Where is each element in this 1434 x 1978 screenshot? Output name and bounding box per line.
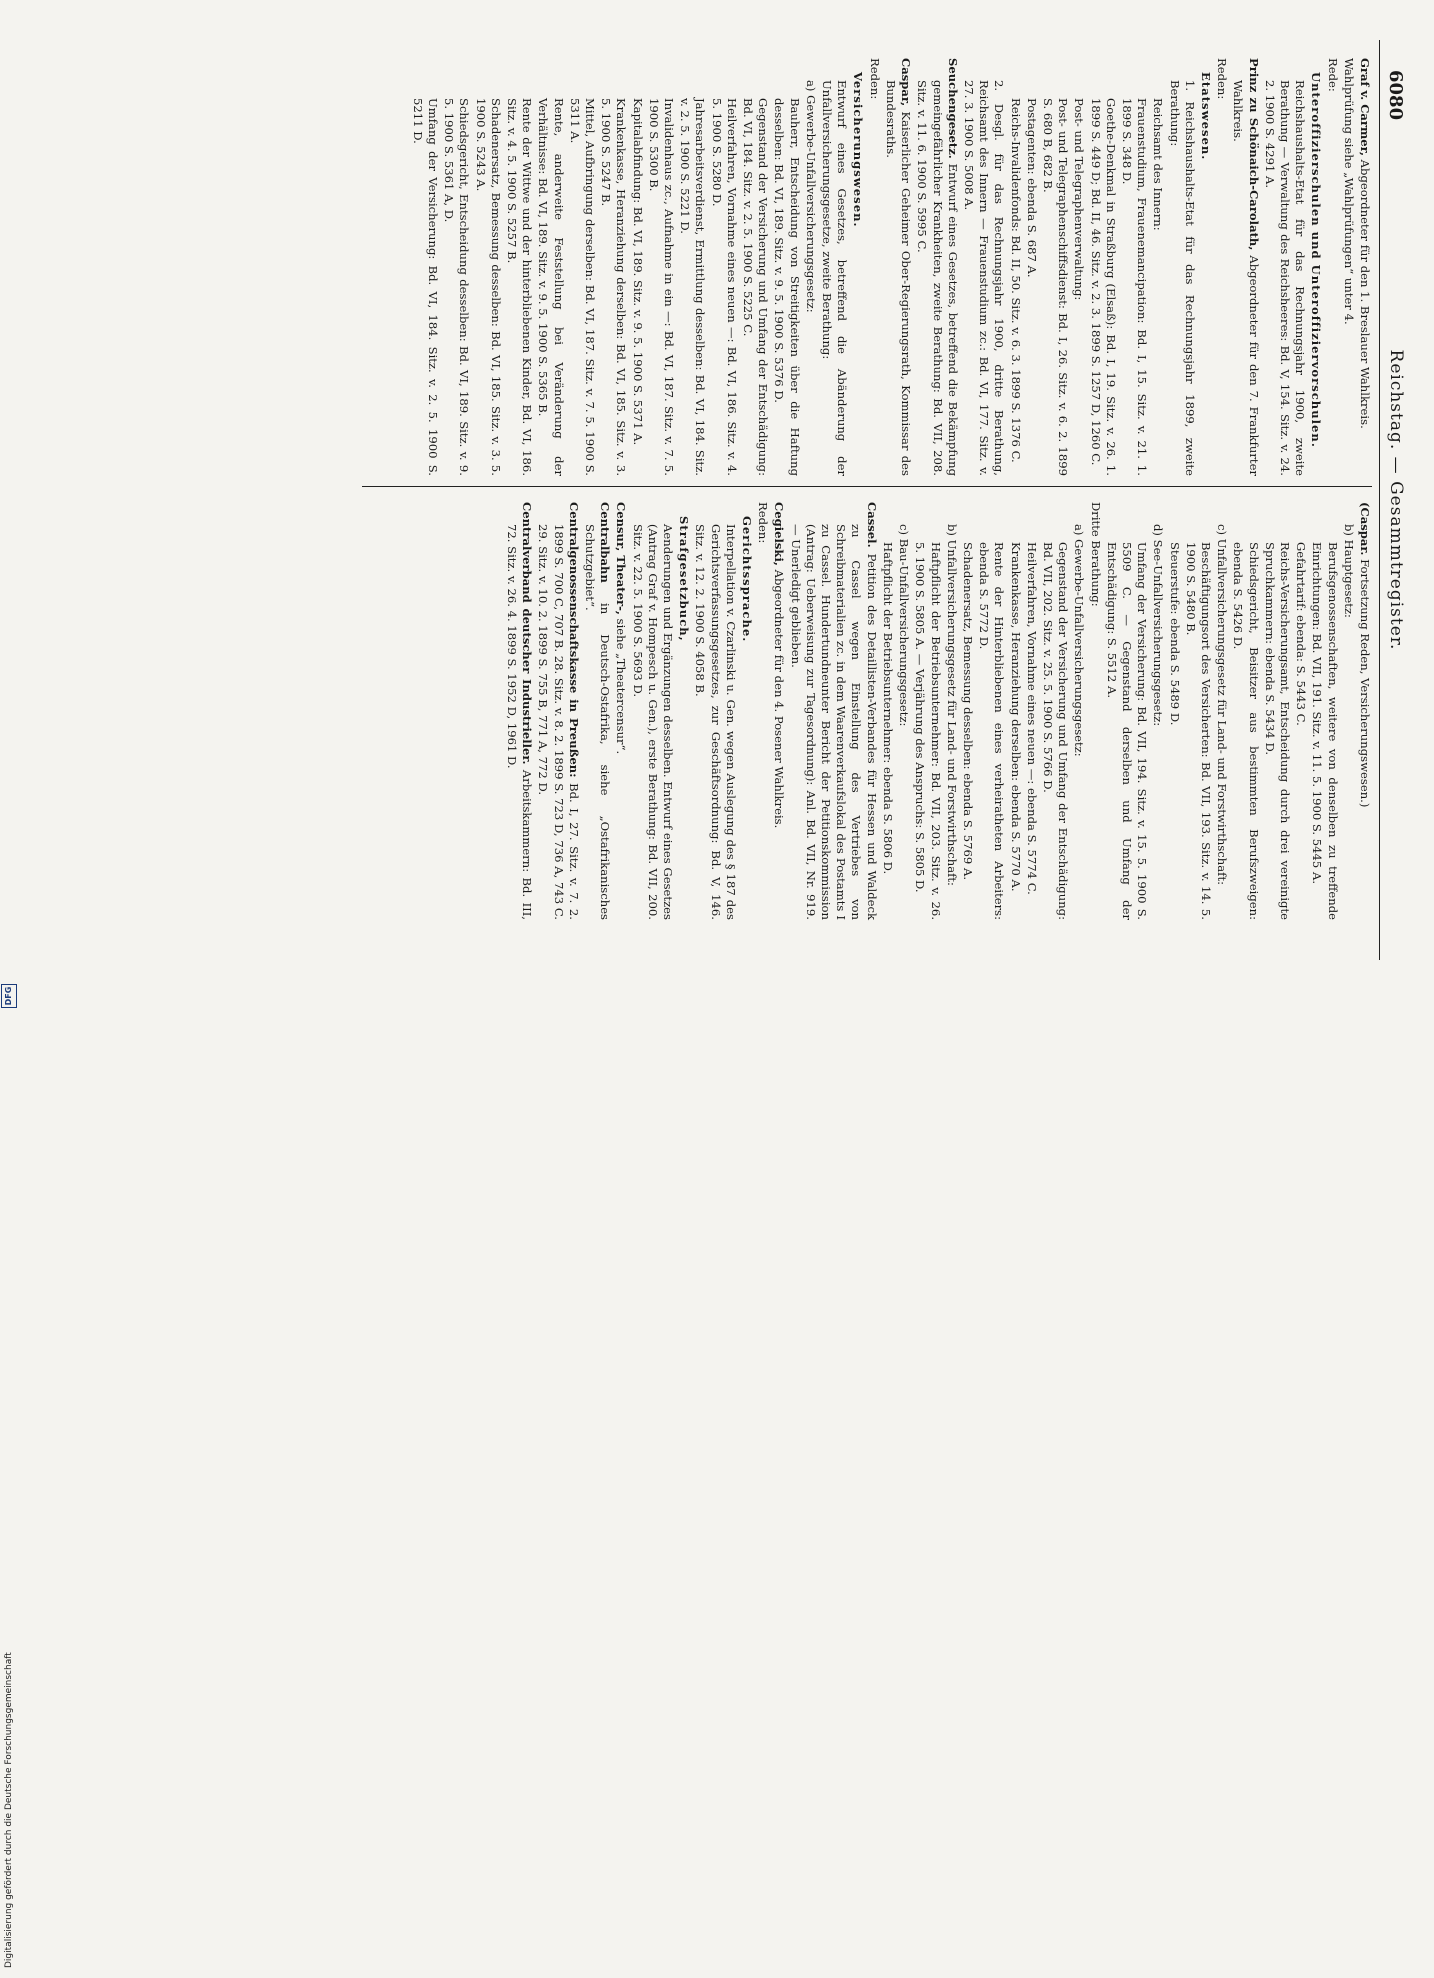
right-column bbox=[503, 502, 1372, 920]
index-line: a) Gewerbe-Unfallversicherungsgesetz: bbox=[1072, 524, 1087, 757]
entry-text: Abgeordneter für den 7. Frankfurter Wahlkreis. bbox=[1231, 80, 1261, 476]
index-line: b) Unfallversicherungsgesetz für Land- und Forstwirthschaft: bbox=[944, 524, 959, 886]
entry-heading: Cegielski, bbox=[772, 502, 787, 566]
index-line: Schiedsgericht, Beisitzer aus bestimmten Berufszweigen: ebenda S. 5426 D. bbox=[1231, 542, 1261, 920]
index-entry bbox=[883, 58, 913, 476]
index-entry bbox=[771, 502, 786, 920]
entry-heading: (Caspar. bbox=[1358, 502, 1372, 556]
index-line: b) Hauptgesetz: bbox=[1341, 524, 1356, 618]
index-line: Rente der Wittwe und der hinterbliebenen Kinder, Bd. VI, 186. Sitz. v. 4. 5. 1900 S. 5257 B. bbox=[505, 98, 535, 476]
entry-heading: Graf v. Carmer, bbox=[1358, 58, 1372, 156]
subject-heading: Versicherungswesen. bbox=[851, 72, 866, 228]
index-entry bbox=[787, 502, 878, 920]
digitization-footer bbox=[0, 978, 20, 1978]
running-title: Reichstag. — Gesammtregister. bbox=[1386, 349, 1406, 651]
entry-text: in Deutsch-Ostafrika, siehe „Ostafrikanisches Schutzgebiet“. bbox=[583, 524, 613, 920]
index-line: Reden: bbox=[867, 58, 882, 100]
index-line: Rente, anderweite Feststellung bei Veränderung der Verhältnisse: Bd. VI, 189. Sitz. v. 9. 5. 1900 S. 5365 B. bbox=[536, 98, 566, 476]
index-line: Jahresarbeitsverdienst, Ermittlung desselben: Bd. VI, 184. Sitz. v. 2. 5. 1900 S. 5221 D. bbox=[678, 98, 708, 476]
entry-text: Kaiserlicher Geheimer Ober-Regierungsrath, Kommissar des Bundesraths. bbox=[883, 80, 914, 476]
index-entry bbox=[1357, 58, 1372, 476]
index-line: Heilverfahren, Vornahme eines neuen —: ebenda S. 5774 C. bbox=[1024, 542, 1039, 895]
index-entry bbox=[504, 502, 534, 920]
index-line: Wahlprüfung siehe „Wahlprüfungen“ unter 4. bbox=[1341, 58, 1356, 325]
index-line: Goethe-Denkmal in Straßburg (Elsaß): Bd. I, 19. Sitz. v. 26. 1. 1899 S. 449 D; Bd. II, 46. Sitz. v. 2. 3. 1899 S. 1257 D, 1260 C. bbox=[1088, 98, 1118, 476]
index-line: Reichs-Versicherungsamt, Entscheidung durch drei vereinigte Spruchkammern: ebenda S. 5434 D. bbox=[1262, 542, 1292, 920]
index-line: Bauherr, Entscheidung von Streitigkeiten über die Haftung desselben: Bd. VI, 189. Sitz. v. 9. 5. 1900 S. 5376 D. bbox=[772, 98, 802, 476]
subject-heading: Strafgesetzbuch, bbox=[677, 516, 692, 642]
page-number: 6080 bbox=[1385, 70, 1406, 121]
index-line: Gegenstand der Versicherung und Umfang der Entschädigung: Bd. VII, 202. Sitz. v. 25. 5. 1900 S. 5766 D. bbox=[1040, 542, 1071, 920]
subject-heading: Etatswesen. bbox=[1198, 72, 1213, 161]
left-column bbox=[409, 58, 1372, 476]
index-line: Schiedsgericht, Entscheidung desselben: Bd. VI, 189. Sitz. v. 9. 5. 1900 S. 5361 A, D. bbox=[442, 98, 472, 476]
index-line: Reden: bbox=[756, 502, 771, 544]
index-entry bbox=[914, 58, 960, 476]
entry-text: Arbeitskammern: Bd. III, 72. Sitz. v. 26. 4. 1899 S. 1952 D, 1961 D. bbox=[505, 524, 535, 920]
index-line: Umfang der Versicherung: Bd. VII, 194. Sitz. v. 15. 5. 1900 S. 5509 C. — Gegenstand derselben und Umfang der Entschädigung: S. 5512 A. bbox=[1104, 542, 1150, 920]
index-line: Rede: bbox=[1325, 58, 1340, 92]
index-line: Dritte Berathung: bbox=[1088, 502, 1103, 607]
index-line: d) See-Unfallversicherungsgesetz: bbox=[1151, 524, 1166, 727]
index-line: 1. Reichshaushalts-Etat für das Rechnungsjahr 1899, zweite Berathung: bbox=[1167, 80, 1197, 476]
entry-heading: Cassel. bbox=[864, 502, 879, 548]
index-line: c) Bau-Unfallversicherungsgesetz: bbox=[897, 524, 912, 727]
entry-text: Entwurf eines Gesetzes, betreffend die Bekämpfung gemeingefährlicher Krankheiten, zweite Berathung: Bd. VII, 208. Sitz. v. 11. 6. 1900 S. 5995 C. bbox=[915, 80, 960, 476]
index-line: Reichshaushalts-Etat für das Rechnungsjahr 1900, zweite Berathung — Verwaltung des Reichsheeres: Bd. V, 154. Sitz. v. 24. 2. 1900 S. 4291 A. bbox=[1262, 80, 1308, 476]
index-line: Schadenersatz, Bemessung desselben: ebenda S. 5769 A. bbox=[960, 542, 975, 881]
index-line: Schadenersatz, Bemessung desselben: Bd. VI, 185. Sitz. v. 3. 5. 1900 S. 5243 A. bbox=[473, 98, 503, 476]
column-divider bbox=[362, 486, 1372, 487]
entry-heading: Centralverband deutscher Industrieller. bbox=[520, 502, 535, 765]
index-line: 2. Desgl. für das Rechnungsjahr 1900, dritte Berathung, Reichsamt des Innern — Frauenstudium zc.: Bd. VI, 177. Sitz. v. 27. 3. 1900 S. 5008 A. bbox=[961, 80, 1007, 476]
index-entry bbox=[1230, 58, 1260, 476]
index-entry bbox=[535, 502, 581, 920]
index-line: Rente der Hinterbliebenen eines verheiratheten Arbeiters: ebenda S. 5772 D. bbox=[977, 542, 1007, 920]
index-line: Umfang der Versicherung: Bd. VI, 184. Sitz. v. 2. 5. 1900 S. 5211 D. bbox=[410, 98, 441, 476]
subject-heading: Gerichtssprache. bbox=[740, 516, 755, 643]
entry-text: Petition des Detaillisten-Verbandes für Hessen und Waldeck zu Cassel wegen Einstellung des Vertriebes von Schreibmaterialien zc. in dem Waarenverkaufslokal des Postamts I zu Cassel. Hundertundneunter Bericht der Petitionskommission (Antrag: Ueberweisung zur Tagesordnung): Anl. Bd. VII, Nr. 919. — Unerledigt geblieben. bbox=[788, 524, 879, 920]
header-rule bbox=[1379, 40, 1380, 960]
entry-heading: Seuchengesetz. bbox=[945, 58, 960, 159]
index-line: Heilverfahren, Vornahme eines neuen —: Bd. VI, 186. Sitz. v. 4. 5. 1900 S. 5280 D. bbox=[709, 98, 739, 476]
index-line: Invalidenhaus zc., Aufnahme in ein —: Bd. VI, 187. Sitz. v. 7. 5. 1900 S. 5300 B. bbox=[646, 98, 677, 476]
index-entry bbox=[1357, 502, 1372, 920]
page-header bbox=[1384, 30, 1406, 970]
entry-text: Bd. I, 27. Sitz. v. 7. 2. 1899 S. 700 C, 707 B. 28. Sitz. v. 8. 2. 1899 S. 723 D, 736 A, 743 C. 29. Sitz. v. 10. 2. 1899 S. 755 B, 771 A, 772 D. bbox=[536, 524, 581, 920]
index-line: Steuerstufe: ebenda S. 5489 D. bbox=[1167, 542, 1182, 726]
index-line: Krankenkasse, Heranziehung derselben: Bd. VI, 185. Sitz. v. 3. 5. 1900 S. 5247 B. bbox=[599, 98, 629, 476]
entry-heading: Centralbahn bbox=[598, 502, 613, 583]
entry-heading: Censur, Theater-, bbox=[614, 502, 629, 615]
index-line: Interpellation v. Czarlinski u. Gen. wegen Auslegung des § 187 des Gerichtsverfassungsgesetzes, zur Geschäftsordnung: Bd. V, 146. Sitz. v. 12. 2. 1900 S. 4058 B. bbox=[693, 524, 738, 920]
index-line: Haftpflicht der Betriebsunternehmer: ebenda S. 5806 D. bbox=[880, 542, 895, 875]
entry-text: siehe „Theatercensur“. bbox=[614, 614, 629, 755]
dfg-logo-icon: DFG bbox=[1, 984, 17, 1008]
index-line: Post- und Telegraphenschiffsdienst: Bd. I, 26. Sitz. v. 6. 2. 1899 S. 680 B, 682 B. bbox=[1040, 98, 1071, 476]
index-line: c) Unfallversicherungsgesetz für Land- und Forstwirthschaft: bbox=[1215, 524, 1230, 886]
index-line: Frauenstudium, Frauenemancipation: Bd. I, 15. Sitz. v. 21. 1. 1899 S. 348 D. bbox=[1119, 98, 1150, 476]
index-line: Reichs-Invalidenfonds: Bd. II, 50. Sitz. v. 6. 3. 1899 S. 1376 C. bbox=[1008, 98, 1023, 463]
index-line: Reichsamt des Innern: bbox=[1151, 98, 1166, 231]
index-line: Aenderungen und Ergänzungen desselben. Entwurf eines Gesetzes (Antrag Graf v. Hompesch u. Gen.), erste Berathung: Bd. VII, 200. Sitz. v. 22. 5. 1900 S. 5693 D. bbox=[630, 524, 676, 920]
subject-heading: Unteroffizierschulen und Unteroffiziervorschulen. bbox=[1309, 72, 1324, 448]
index-line: Beschäftigungsort des Versicherten: Bd. VII, 193. Sitz. v. 14. 5. 1900 S. 5480 B. bbox=[1183, 542, 1213, 920]
index-entry bbox=[582, 502, 612, 920]
entry-heading: Prinz zu Schönaich-Carolath, bbox=[1246, 58, 1261, 251]
index-line: Reden: bbox=[1215, 58, 1230, 100]
entry-heading: Centralgenossenschaftskasse in Preußen: bbox=[566, 502, 581, 778]
index-line: Postagenten: ebenda S. 687 A. bbox=[1024, 98, 1039, 278]
index-line: Mittel, Aufbringung derselben: Bd. VI, 187. Sitz. v. 7. 5. 1900 S. 5311 A. bbox=[567, 98, 598, 476]
index-line: Haftpflicht der Betriebsunternehmer: Bd. VII, 203. Sitz. v. 26. 5. 1900 S. 5805 A. — Verjährung des Anspruchs: S. 5805 D. bbox=[913, 542, 943, 920]
footer-credit: Digitalisierung gefördert durch die Deutsche Forschungsgemeinschaft bbox=[4, 1652, 14, 1968]
index-line: Gegenstand der Versicherung und Umfang der Entschädigung: Bd. VI, 184. Sitz. v. 2. 5. 1900 S. 5225 C. bbox=[741, 98, 771, 476]
index-line: Kapitalabfindung: Bd. VI, 189. Sitz. v. 9. 5. 1900 S. 5371 A. bbox=[630, 98, 645, 446]
index-line: Gefahrtarif: ebenda: S. 5443 C. bbox=[1294, 542, 1309, 726]
entry-heading: Caspar, bbox=[899, 58, 914, 107]
entry-text: Abgeordneter für den 4. Posener Wahlkreis. bbox=[772, 565, 787, 829]
index-entry bbox=[613, 502, 628, 920]
index-line: Krankenkasse, Heranziehung derselben: ebenda S. 5770 A. bbox=[1008, 542, 1023, 892]
entry-text: Abgeordneter für den 1. Breslauer Wahlkreis. bbox=[1358, 155, 1372, 429]
index-line: Berufsgenossenschaften, weitere von denselben zu treffende Einrichtungen: Bd. VII, 191. Sitz. v. 11. 5. 1900 S. 5445 A. bbox=[1310, 542, 1340, 920]
index-line: a) Gewerbe-Unfallversicherungsgesetz: bbox=[803, 80, 818, 313]
entry-text: Fortsetzung Reden, Versicherungswesen.) bbox=[1358, 555, 1372, 808]
index-line: Post- und Telegraphenverwaltung: bbox=[1072, 98, 1087, 301]
index-line: Entwurf eines Gesetzes, betreffend die Abänderung der Unfallversicherungsgesetze, zweite Berathung: bbox=[820, 80, 850, 476]
